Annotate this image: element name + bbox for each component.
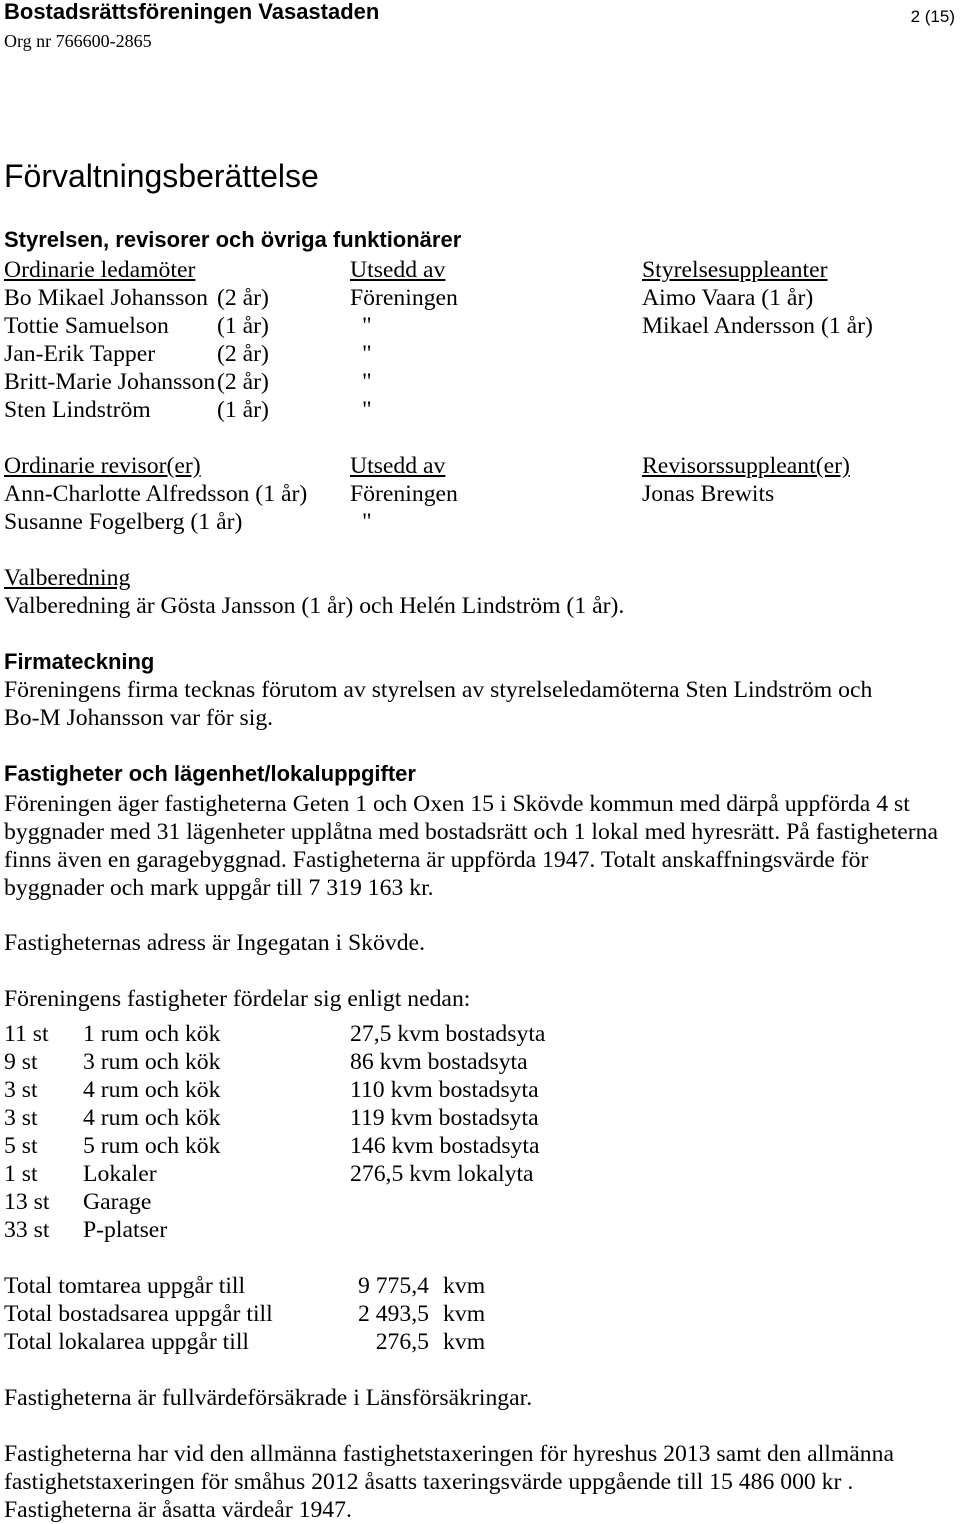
member-term: (1 år) <box>217 397 269 423</box>
unit-count: 3 st <box>4 1077 38 1103</box>
total-label: Total bostadsarea uppgår till <box>4 1301 273 1327</box>
unit-type: Garage <box>83 1189 152 1215</box>
unit-type: 4 rum och kök <box>83 1077 221 1103</box>
auditor-row <box>0 509 960 535</box>
unit-type: Lokaler <box>83 1161 157 1187</box>
unit-area: 27,5 kvm bostadsyta <box>350 1021 546 1047</box>
auditor-deputy-name: Jonas Brewits <box>642 481 775 507</box>
total-value: 276,5 <box>375 1329 429 1355</box>
unit-type: P-platser <box>83 1217 168 1243</box>
total-row <box>0 1301 960 1327</box>
unit-type: 5 rum och kök <box>83 1133 221 1159</box>
tax-assessment-line: Fastigheterna har vid den allmänna fastighetstaxeringen för hyreshus 2013 samt den allmänna <box>4 1441 894 1467</box>
unit-count: 13 st <box>4 1189 50 1215</box>
board-header-row <box>0 257 960 283</box>
unit-type: 1 rum och kök <box>83 1021 221 1047</box>
appointed-by-ditto: " <box>362 509 372 535</box>
column-header-members: Ordinarie ledamöter <box>4 257 196 283</box>
page-indicator: 2 (15) <box>910 7 955 26</box>
property-heading: Fastigheter och lägenhet/lokaluppgifter <box>4 761 416 786</box>
column-header-appointed-by: Utsedd av <box>350 257 446 283</box>
property-description-line: byggnader med 31 lägenheter upplåtna med bostadsrätt och 1 lokal med hyresrätt. På fastigheterna <box>4 819 939 845</box>
unit-type: 4 rum och kök <box>83 1105 221 1131</box>
unit-area: 86 kvm bostadsyta <box>350 1049 528 1075</box>
member-name: Britt-Marie Johansson <box>4 369 216 395</box>
unit-count: 11 st <box>4 1021 49 1047</box>
unit-row <box>0 1161 960 1187</box>
association-name: Bostadsrättsföreningen Vasastaden <box>4 0 380 24</box>
column-header-deputies: Styrelsesuppleanter <box>642 257 828 283</box>
member-name: Jan-Erik Tapper <box>4 341 156 367</box>
signatory-text-line: Föreningens firma tecknas förutom av styrelsen av styrelseledamöterna Sten Lindström och <box>4 677 873 703</box>
member-term: (1 år) <box>217 313 269 339</box>
appointed-by-ditto: " <box>362 341 372 367</box>
tax-assessment-line: fastighetstaxeringen för småhus 2012 åsatts taxeringsvärde uppgående till 15 486 000 kr . <box>4 1469 854 1495</box>
unit-count: 5 st <box>4 1133 38 1159</box>
unit-area: 146 kvm bostadsyta <box>350 1133 540 1159</box>
unit-area: 276,5 kvm lokalyta <box>350 1161 534 1187</box>
total-unit: kvm <box>443 1329 486 1355</box>
unit-count: 9 st <box>4 1049 38 1075</box>
member-term: (2 år) <box>217 341 269 367</box>
unit-row <box>0 1105 960 1131</box>
appointed-by-ditto: " <box>362 369 372 395</box>
unit-area: 110 kvm bostadsyta <box>350 1077 539 1103</box>
board-row <box>0 397 960 423</box>
deputy-name: Aimo Vaara (1 år) <box>642 285 814 311</box>
property-description-line: Föreningen äger fastigheterna Geten 1 och Oxen 15 i Skövde kommun med därpå uppförda 4 st <box>4 791 910 817</box>
property-description-line: byggnader och mark uppgår till 7 319 163 kr. <box>4 875 434 901</box>
unit-row <box>0 1049 960 1075</box>
unit-type: 3 rum och kök <box>83 1049 221 1075</box>
board-row <box>0 341 960 367</box>
signatory-text-line: Bo-M Johansson var för sig. <box>4 705 274 731</box>
board-row <box>0 285 960 311</box>
unit-count: 1 st <box>4 1161 38 1187</box>
unit-area: 119 kvm bostadsyta <box>350 1105 539 1131</box>
document-title: Förvaltningsberättelse <box>4 158 319 194</box>
distribution-intro: Föreningens fastigheter fördelar sig enligt nedan: <box>4 986 471 1012</box>
unit-count: 3 st <box>4 1105 38 1131</box>
appointed-by-ditto: " <box>362 397 372 423</box>
insurance-text: Fastigheterna är fullvärdeförsäkrade i Länsförsäkringar. <box>4 1385 533 1411</box>
column-header-appointed-by: Utsedd av <box>350 453 446 479</box>
deputy-name: Mikael Andersson (1 år) <box>642 313 873 339</box>
auditors-header-row <box>0 453 960 479</box>
total-unit: kvm <box>443 1301 486 1327</box>
unit-row <box>0 1189 960 1215</box>
total-value: 2 493,5 <box>357 1301 429 1327</box>
appointed-by-ditto: " <box>362 313 372 339</box>
column-header-auditor-deputies: Revisorssuppleant(er) <box>642 453 850 479</box>
board-row <box>0 369 960 395</box>
auditor-name: Susanne Fogelberg (1 år) <box>4 509 243 535</box>
member-name: Tottie Samuelson <box>4 313 169 339</box>
unit-row <box>0 1217 960 1243</box>
total-unit: kvm <box>443 1273 486 1299</box>
total-row <box>0 1329 960 1355</box>
officials-heading: Styrelsen, revisorer och övriga funktionärer <box>4 227 462 252</box>
property-address: Fastigheternas adress är Ingegatan i Skövde. <box>4 930 425 956</box>
nomination-committee-text: Valberedning är Gösta Jansson (1 år) och Helén Lindström (1 år). <box>4 593 625 619</box>
unit-count: 33 st <box>4 1217 50 1243</box>
tax-assessment-line: Fastigheterna är åsatta värdeår 1947. <box>4 1497 352 1523</box>
unit-row <box>0 1133 960 1159</box>
unit-row <box>0 1077 960 1103</box>
org-number: Org nr 766600-2865 <box>4 31 152 51</box>
board-row <box>0 313 960 339</box>
total-label: Total tomtarea uppgår till <box>4 1273 246 1299</box>
property-description-line: finns även en garagebyggnad. Fastigheterna är uppförda 1947. Totalt anskaffningsvärde för <box>4 847 869 873</box>
member-name: Bo Mikael Johansson <box>4 285 208 311</box>
appointed-by: Föreningen <box>350 481 458 507</box>
nomination-committee-heading: Valberedning <box>4 565 131 591</box>
member-name: Sten Lindström <box>4 397 151 423</box>
total-label: Total lokalarea uppgår till <box>4 1329 249 1355</box>
unit-row <box>0 1021 960 1047</box>
total-row <box>0 1273 960 1299</box>
appointed-by: Föreningen <box>350 285 458 311</box>
signatory-heading: Firmateckning <box>4 649 155 674</box>
member-term: (2 år) <box>217 369 269 395</box>
auditor-name: Ann-Charlotte Alfredsson (1 år) <box>4 481 308 507</box>
total-value: 9 775,4 <box>357 1273 429 1299</box>
auditor-row <box>0 481 960 507</box>
column-header-auditors: Ordinarie revisor(er) <box>4 453 201 479</box>
member-term: (2 år) <box>217 285 269 311</box>
